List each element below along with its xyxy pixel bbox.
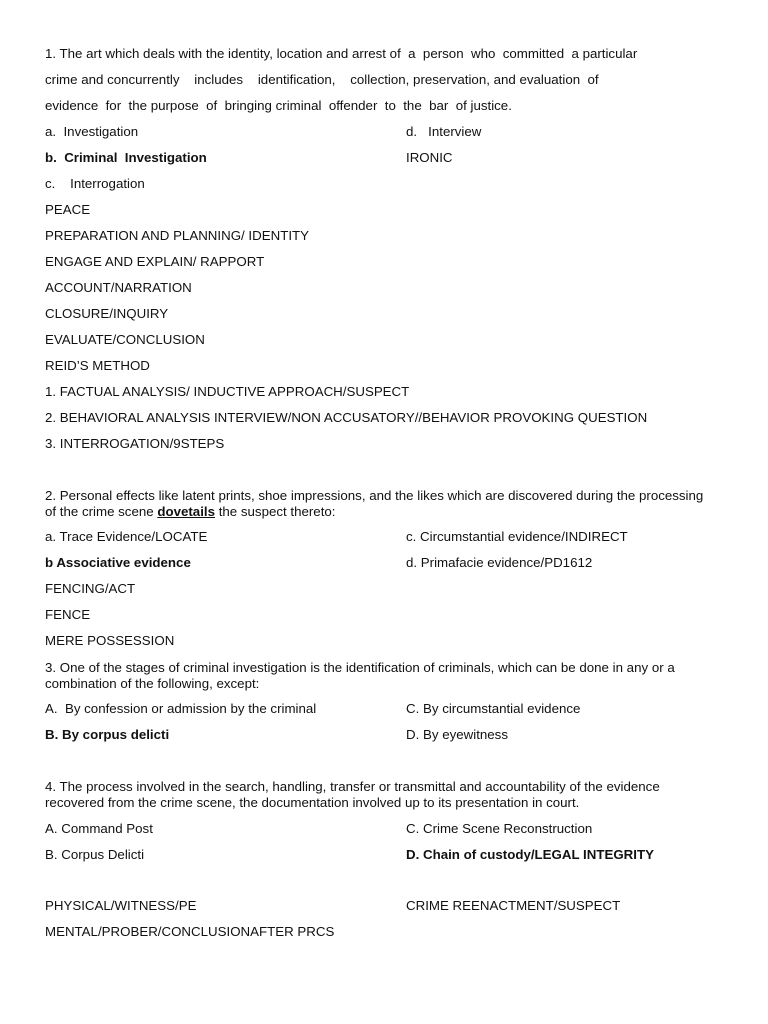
q3-stem: 3. One of the stages of criminal investigation is the identification of criminals, which can be done in any or a combination of the following, except:	[45, 660, 675, 691]
q1-option-b-answer: b. Criminal Investigation	[45, 150, 207, 165]
q3-option-c: C. By circumstantial evidence	[406, 701, 581, 716]
q3-option-d: D. By eyewitness	[406, 727, 508, 742]
q1-note: REID’S METHOD	[45, 358, 150, 373]
q3-option-b-answer: B. By corpus delicti	[45, 727, 170, 742]
q2-note: MERE POSSESSION	[45, 633, 175, 648]
q4-option-d-answer: D. Chain of custody/LEGAL INTEGRITY	[406, 847, 654, 862]
q4-note: CRIME REENACTMENT/SUSPECT	[406, 898, 621, 913]
q1-option-a: a. Investigation	[45, 124, 139, 139]
q1-note: PEACE	[45, 202, 91, 217]
q2-note: FENCING/ACT	[45, 581, 136, 596]
q2-stem-after: the suspect thereto:	[215, 504, 336, 519]
q1-note: CLOSURE/INQUIRY	[45, 306, 169, 321]
q1-note: PREPARATION AND PLANNING/ IDENTITY	[45, 228, 310, 243]
q2-option-c: c. Circumstantial evidence/INDIRECT	[406, 529, 628, 544]
q1-option-d: d. Interview	[406, 124, 482, 139]
q2-option-b-answer: b Associative evidence	[45, 555, 191, 570]
q1-stem-line-2: crime and concurrently includes identification, collection, preservation, and evaluation of	[45, 72, 599, 87]
q1-note: EVALUATE/CONCLUSION	[45, 332, 205, 347]
q2-option-d: d. Primafacie evidence/PD1612	[406, 555, 593, 570]
q4-note: PHYSICAL/WITNESS/PE	[45, 898, 197, 913]
q1-note: 1. FACTUAL ANALYSIS/ INDUCTIVE APPROACH/SUSPECT	[45, 384, 410, 399]
q1-note: ACCOUNT/NARRATION	[45, 280, 192, 295]
q4-option-a: A. Command Post	[45, 821, 153, 836]
q1-stem-line-3: evidence for the purpose of bringing criminal offender to the bar of justice.	[45, 98, 512, 113]
q2-note: FENCE	[45, 607, 91, 622]
q2-stem-before: 2. Personal effects like latent prints, shoe impressions, and the likes which are discovered during the processing of the crime scene	[45, 488, 704, 519]
q1-option-c: c. Interrogation	[45, 176, 145, 191]
q2-option-a: a. Trace Evidence/LOCATE	[45, 529, 208, 544]
q1-note: 2. BEHAVIORAL ANALYSIS INTERVIEW/NON ACCUSATORY//BEHAVIOR PROVOKING QUESTION	[45, 410, 648, 425]
q2-stem	[45, 488, 717, 520]
q1-note: 3. INTERROGATION/9STEPS	[45, 436, 225, 451]
q1-stem-line-1: 1. The art which deals with the identity, location and arrest of a person who committed a particular	[45, 46, 638, 61]
q4-option-b: B. Corpus Delicti	[45, 847, 145, 862]
q1-note: ENGAGE AND EXPLAIN/ RAPPORT	[45, 254, 265, 269]
q4-option-c: C. Crime Scene Reconstruction	[406, 821, 593, 836]
q3-option-a: A. By confession or admission by the criminal	[45, 701, 317, 716]
q2-stem-underlined: dovetails	[157, 504, 215, 519]
q4-stem: 4. The process involved in the search, handling, transfer or transmittal and accountability of the evidence recovered from the crime scene, the documentation involved up to its presentation in court.	[45, 779, 660, 810]
q4-note: MENTAL/PROBER/CONCLUSIONAFTER PRCS	[45, 924, 335, 939]
q1-note-ironic: IRONIC	[406, 150, 453, 165]
